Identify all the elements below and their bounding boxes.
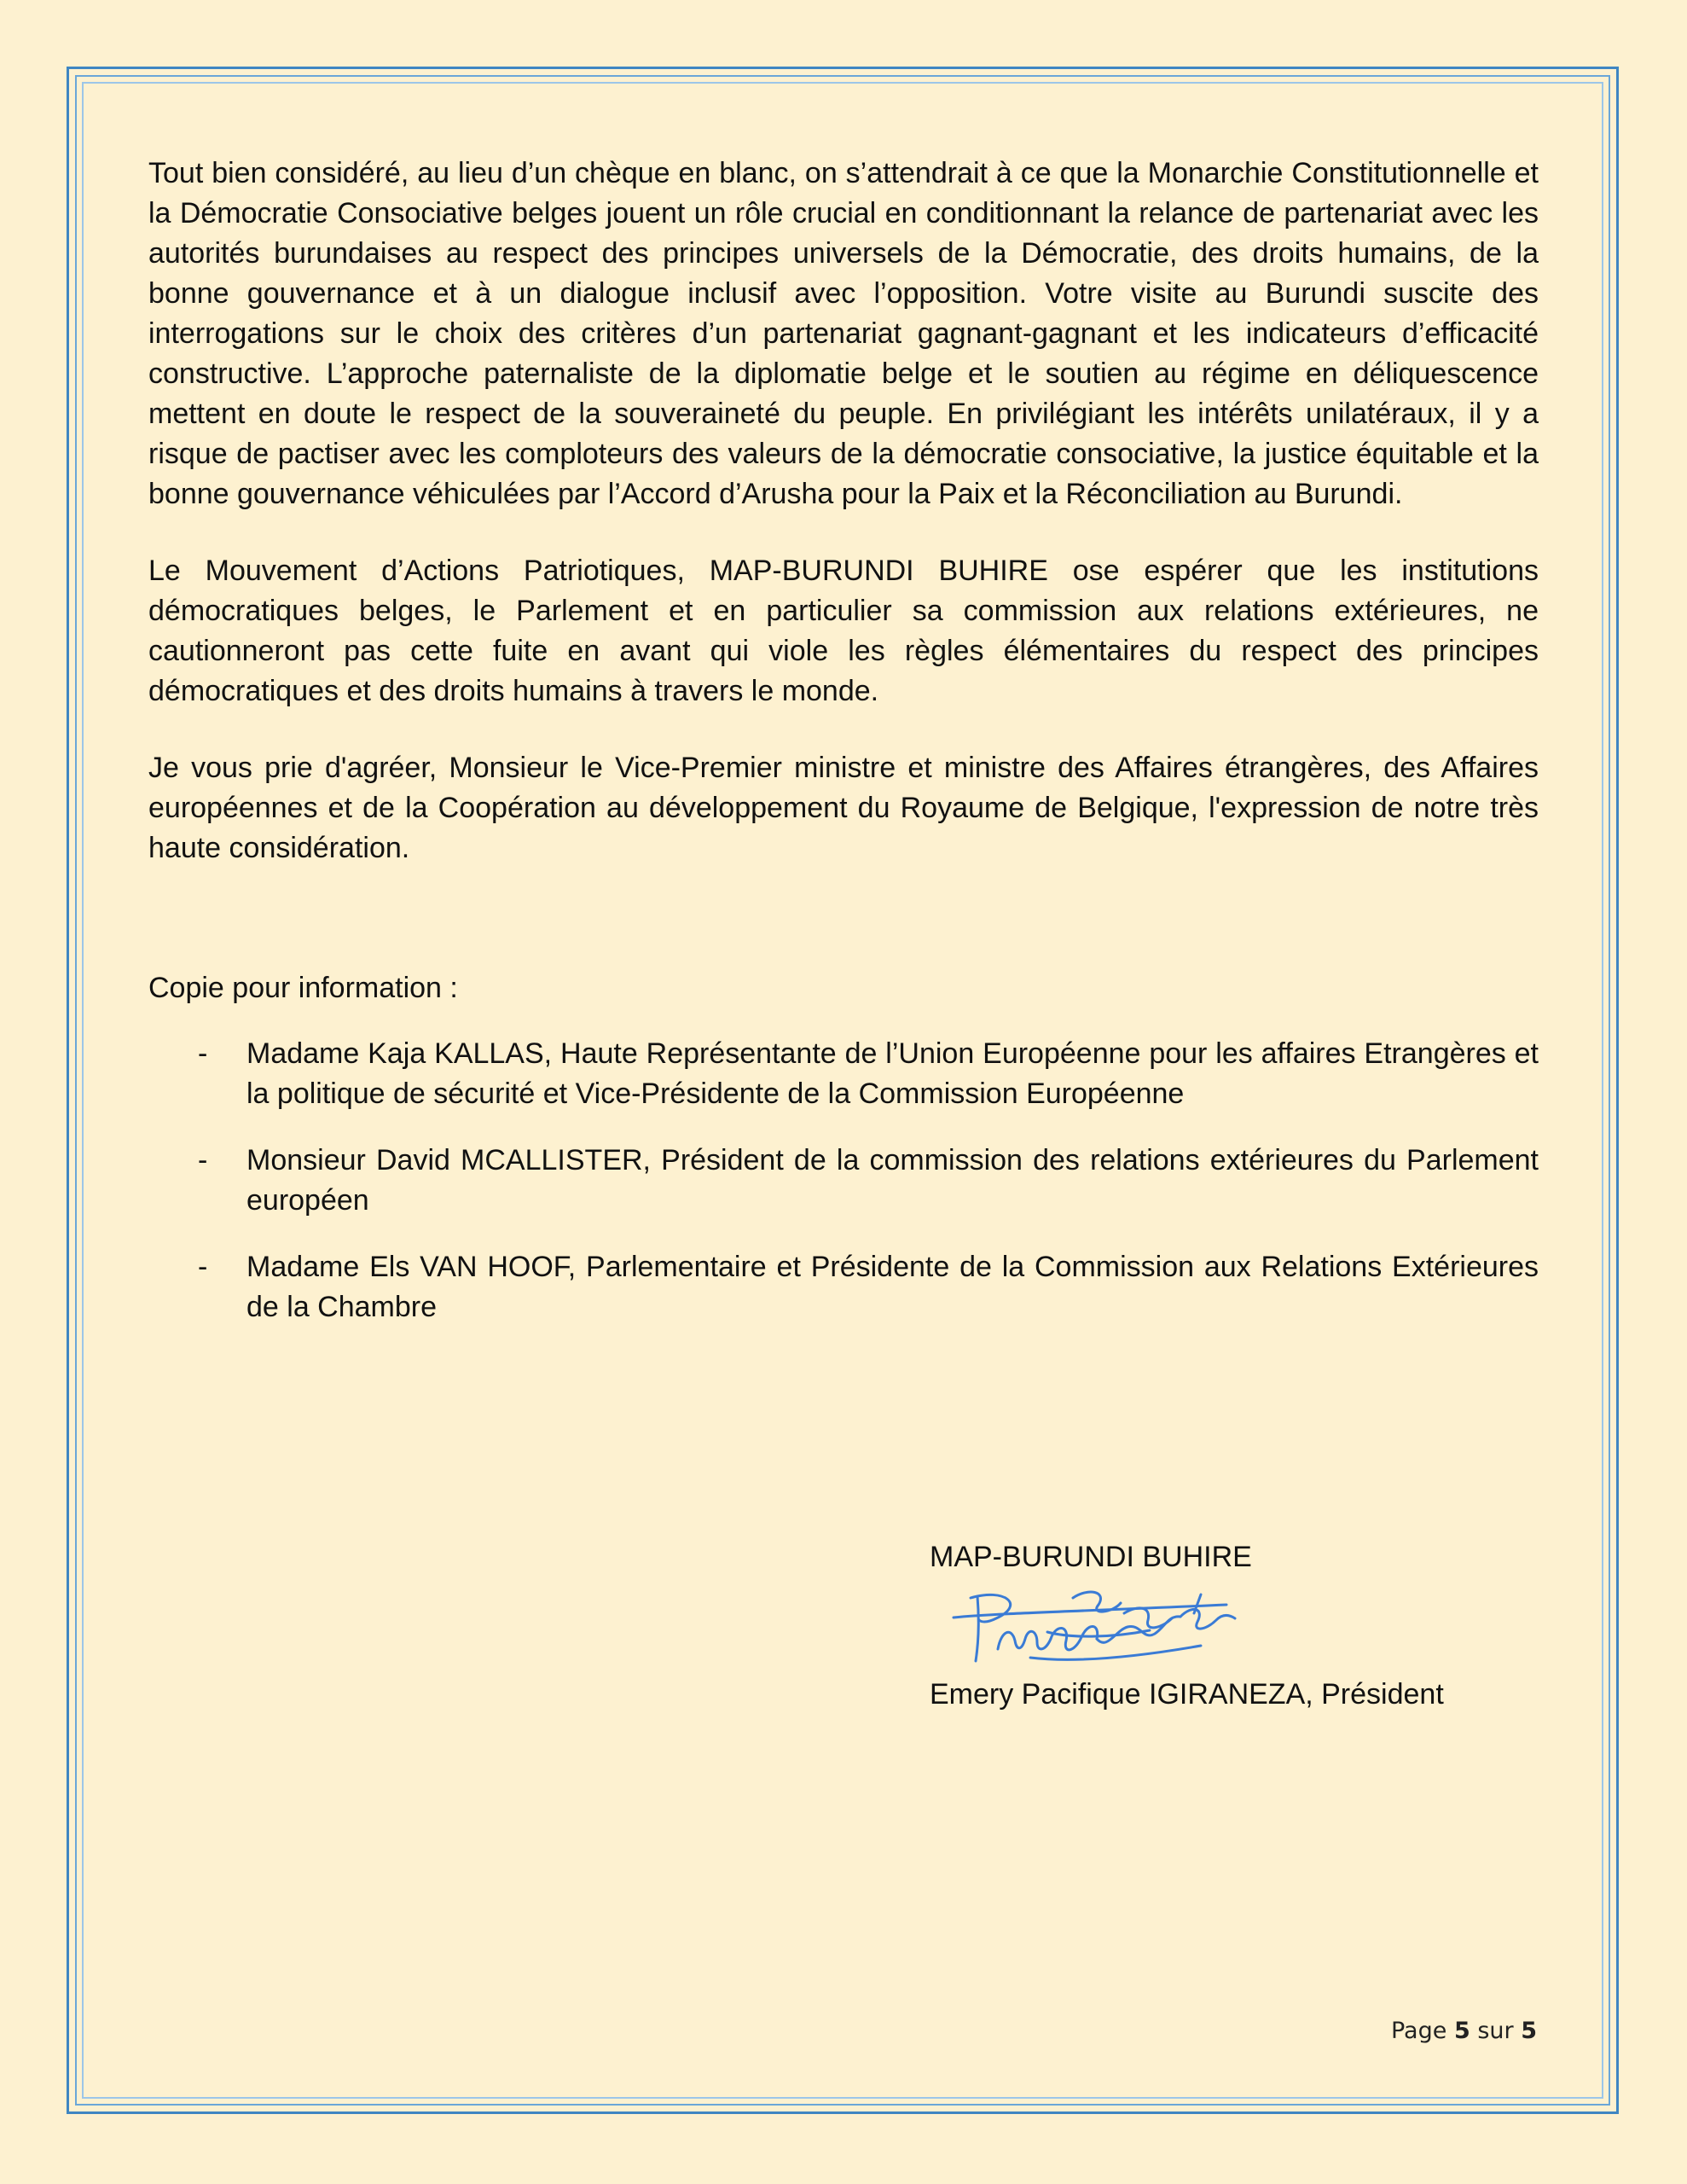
page-number bbox=[1391, 2018, 1537, 2044]
body-paragraph-1: Tout bien considéré, au lieu d’un chèque en blanc, on s’attendrait à ce que la Monarchie Constitutionnelle et la Démocratie Consociative belges jouent un rôle crucial en conditionnant la relance de partenariat avec les autorités burundaises au respect des principes universels de la Démocratie, des droits humains, de la bonne gouvernance et à un dialogue inclusif avec l’opposition. Votre visite au Burundi suscite des interrogations sur le choix des critères d’un partenariat gagnant-gagnant et les indicateurs d’efficacité constructive. L’approche paternaliste de la diplomatie belge et le soutien au régime en déliquescence mettent en doute le respect de la souveraineté du peuple. En privilégiant les intérêts unilatéraux, il y a risque de pactiser avec les comploteurs des valeurs de la démocratie consociative, la justice équitable et la bonne gouvernance véhiculées par l’Accord d’Arusha pour la Paix et la Réconciliation au Burundi. bbox=[148, 157, 1539, 510]
body-paragraph-3: Je vous prie d'agréer, Monsieur le Vice-Premier ministre et ministre des Affaires étrangères, des Affaires européennes et de la Coopération au développement du Royaume de Belgique, l'expression de notre très haute considération. bbox=[148, 752, 1539, 864]
copy-list bbox=[148, 1034, 1539, 1327]
handwritten-signature bbox=[945, 1579, 1252, 1673]
page-separator: sur bbox=[1477, 2018, 1514, 2044]
copy-item bbox=[148, 1247, 1539, 1327]
letter-body bbox=[148, 154, 1539, 1354]
page-prefix: Page bbox=[1390, 2018, 1447, 2044]
signature-block bbox=[930, 1537, 1544, 1715]
body-paragraph-2: Le Mouvement d’Actions Patriotiques, MAP-BURUNDI BUHIRE ose espérer que les institutions démocratiques belges, le Parlement et en particulier sa commission aux relations extérieures, ne cautionneront pas cette fuite en avant qui viole les règles élémentaires du respect des principes démocratiques et des droits humains à travers le monde. bbox=[148, 555, 1539, 707]
copy-label: Copie pour information : bbox=[148, 972, 458, 1004]
page-current: 5 bbox=[1453, 2018, 1470, 2044]
copy-item-text: Madame Els VAN HOOF, Parlementaire et Présidente de la Commission aux Relations Extérieures de la Chambre bbox=[246, 1251, 1539, 1323]
copy-bullet: - bbox=[198, 1251, 208, 1283]
copy-bullet: - bbox=[198, 1037, 208, 1070]
copy-bullet: - bbox=[198, 1144, 208, 1176]
copy-item-text: Monsieur David MCALLISTER, Président de la commission des relations extérieures du Parlement européen bbox=[246, 1144, 1539, 1217]
signature-organization: MAP-BURUNDI BUHIRE bbox=[930, 1541, 1252, 1573]
copy-item-text: Madame Kaja KALLAS, Haute Représentante de l’Union Européenne pour les affaires Etrangères et la politique de sécurité et Vice-Présidente de la Commission Européenne bbox=[246, 1037, 1539, 1110]
copy-item bbox=[148, 1034, 1539, 1114]
copy-item bbox=[148, 1141, 1539, 1221]
page-total: 5 bbox=[1521, 2018, 1537, 2044]
signer-name: Emery Pacifique IGIRANEZA, Président bbox=[930, 1678, 1444, 1711]
signature-strokes bbox=[954, 1592, 1235, 1661]
